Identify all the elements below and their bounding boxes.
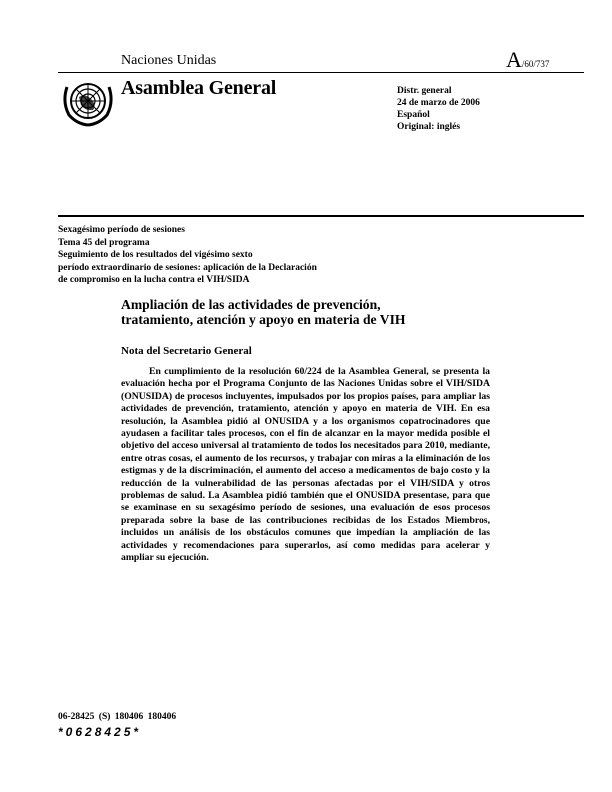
organization-name: Naciones Unidas	[121, 53, 217, 68]
language-line: Español	[397, 110, 430, 120]
document-title	[121, 297, 501, 327]
header-rule	[58, 72, 584, 73]
symbol-number: /60/737	[521, 59, 550, 69]
session-info	[58, 224, 317, 287]
distribution-info	[397, 85, 480, 133]
session-line: Sexagésimo período de sesiones	[58, 225, 185, 235]
barcode: *0628425*	[58, 725, 142, 739]
agenda-title-line: de compromiso en la lucha contra el VIH/SIDA	[58, 275, 250, 286]
un-emblem-icon	[61, 77, 115, 127]
document-subtitle: Nota del Secretario General	[121, 345, 252, 357]
agenda-item-line: Tema 45 del programa	[58, 237, 150, 248]
document-symbol	[506, 47, 549, 73]
title-line: Ampliación de las actividades de prevención,	[121, 297, 381, 312]
agenda-title-line: período extraordinario de sesiones: aplicación de la Declaración	[58, 262, 317, 273]
original-language-line: Original: inglés	[397, 122, 461, 132]
body-paragraph: En cumplimiento de la resolución 60/224 de la Asamblea General, se presenta la evaluación hecha por el Programa Conjunto de las Naciones Unidas sobre el VIH/SIDA (ONUSIDA) de procesos incluyentes, impulsados por los propios países, para ampliar las actividades de prevención, tratamiento, atención y apoyo en materia de VIH. En esa resolución, la Asamblea pidió al ONUSIDA y a los organismos copatrocinadores que ayudasen a facilitar tales procesos, con el fin de alcanzar en la mayor medida posible el objetivo del acceso universal al tratamiento de todos los necesitados para 2010, mediante, entre otras cosas, el aumento de los recursos, y trabajar con miras a la eliminación de los estigmas y de la discriminación, el aumento del acceso a medicamentos de bajo costo y la reducción de la vulnerabilidad de las personas afectadas por el VIH/SIDA y otros problemas de salud. La Asamblea pidió también que el ONUSIDA presentase, para que se examinase en su sexagésimo período de sesiones, una evaluación de esos procesos preparada sobre la base de las contribuciones recibidas de los Estados Miembros, incluidos un análisis de los obstáculos comunes que impedían la ampliación de las actividades y recomendaciones para superarlos, así como medidas para acelerar y ampliar su ejecución.	[121, 366, 490, 564]
section-rule	[58, 215, 584, 217]
agenda-title-line: Seguimiento de los resultados del vigésimo sexto	[58, 250, 253, 261]
title-line: tratamiento, atención y apoyo en materia de VIH	[121, 312, 406, 327]
distribution-line: Distr. general	[397, 86, 452, 96]
job-code: 06-28425 (S) 180406 180406	[58, 712, 177, 722]
date-line: 24 de marzo de 2006	[397, 98, 480, 108]
symbol-letter: A	[506, 47, 522, 72]
body-title: Asamblea General	[121, 77, 277, 99]
